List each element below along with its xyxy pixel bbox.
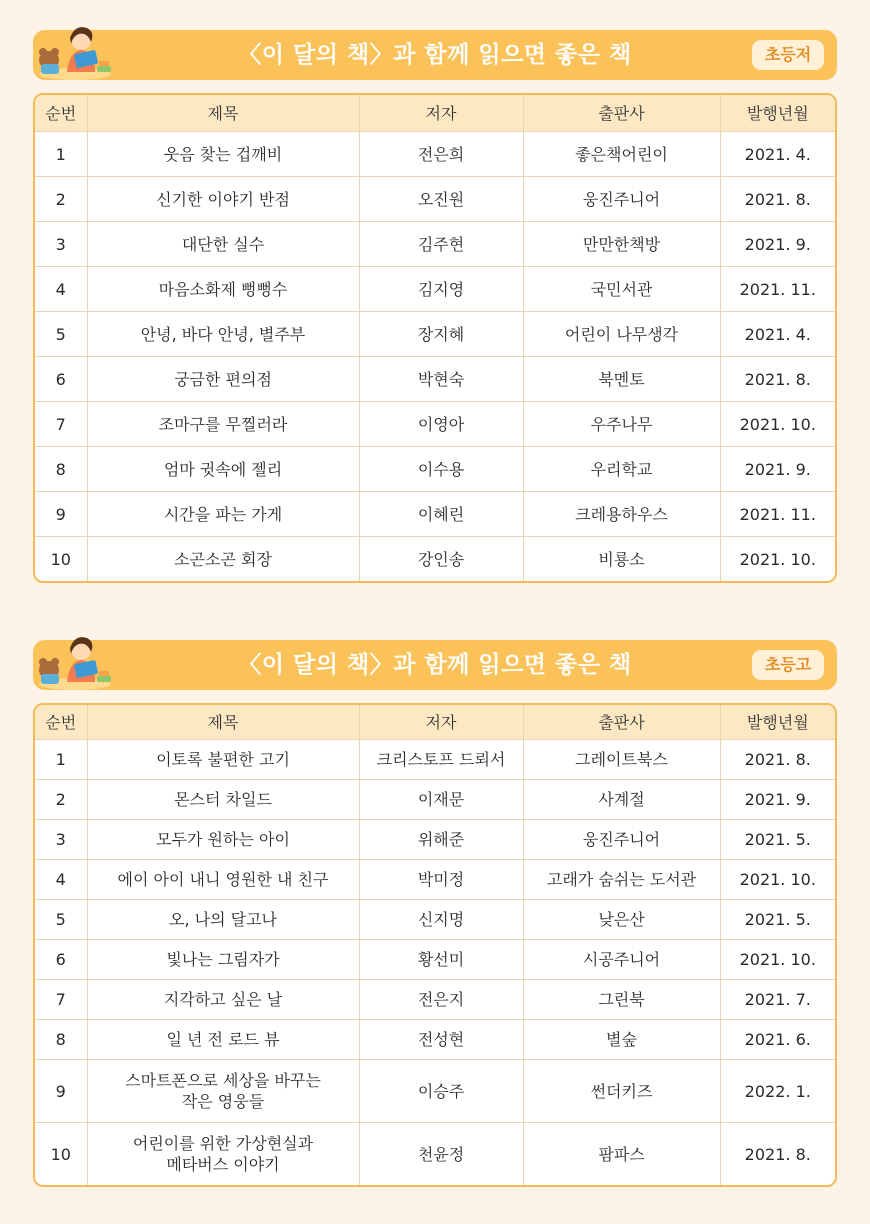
table-row <box>35 177 835 222</box>
cell-publisher: 어린이 나무생각 <box>523 312 720 357</box>
table-row <box>35 740 835 780</box>
cell-author: 김지영 <box>359 267 523 312</box>
cell-author: 김주현 <box>359 222 523 267</box>
cell-author: 천윤정 <box>359 1123 523 1186</box>
header-author: 저자 <box>359 705 523 740</box>
section-banner <box>33 640 837 690</box>
cell-date: 2021. 9. <box>720 447 835 492</box>
cell-publisher: 썬더키즈 <box>523 1060 720 1123</box>
section-banner <box>33 30 837 80</box>
cell-date: 2021. 8. <box>720 177 835 222</box>
cell-publisher: 별숲 <box>523 1020 720 1060</box>
cell-title: 에이 아이 내니 영원한 내 친구 <box>87 860 359 900</box>
table-row <box>35 820 835 860</box>
cell-number: 2 <box>35 177 87 222</box>
cell-author: 전은지 <box>359 980 523 1020</box>
cell-title: 모두가 원하는 아이 <box>87 820 359 860</box>
cell-number: 5 <box>35 312 87 357</box>
cell-number: 9 <box>35 492 87 537</box>
book-list-section-upper <box>33 640 837 1187</box>
cell-publisher: 사계절 <box>523 780 720 820</box>
cell-date: 2022. 1. <box>720 1060 835 1123</box>
cell-author: 강인송 <box>359 537 523 582</box>
cell-date: 2021. 6. <box>720 1020 835 1060</box>
cell-number: 9 <box>35 1060 87 1123</box>
cell-number: 3 <box>35 820 87 860</box>
section-title: 〈이 달의 책〉과 함께 읽으면 좋은 책 <box>238 652 632 678</box>
cell-date: 2021. 8. <box>744 1144 811 1164</box>
cell-number: 8 <box>35 447 87 492</box>
header-publisher: 출판사 <box>523 95 720 132</box>
cell-title: 일 년 전 로드 뷰 <box>87 1020 359 1060</box>
grade-badge: 초등저 <box>752 40 824 70</box>
table-row <box>35 222 835 267</box>
cell-author: 전은희 <box>359 132 523 177</box>
header-date: 발행년월 <box>720 95 835 132</box>
cell-title: 조마구를 무찔러라 <box>87 402 359 447</box>
section-title: 〈이 달의 책〉과 함께 읽으면 좋은 책 <box>238 42 632 68</box>
cell-number: 7 <box>35 980 87 1020</box>
cell-author: 이혜린 <box>359 492 523 537</box>
cell-author: 오진원 <box>359 177 523 222</box>
cell-title: 시간을 파는 가게 <box>87 492 359 537</box>
header-title: 제목 <box>87 95 359 132</box>
book-table <box>35 705 835 1185</box>
cell-author: 박미정 <box>359 860 523 900</box>
cell-date: 2021. 11. <box>720 267 835 312</box>
cell-number: 2 <box>35 780 87 820</box>
cell-publisher: 고래가 숨쉬는 도서관 <box>523 860 720 900</box>
cell-number: 3 <box>35 222 87 267</box>
table-row <box>35 357 835 402</box>
book-table-wrapper <box>33 93 837 583</box>
table-header-row <box>35 705 835 740</box>
header-number: 순번 <box>35 705 87 740</box>
cell-author: 박현숙 <box>359 357 523 402</box>
cell-number: 7 <box>35 402 87 447</box>
cell-number: 6 <box>35 940 87 980</box>
cell-number: 4 <box>35 860 87 900</box>
table-row <box>35 1123 835 1186</box>
cell-title: 신기한 이야기 반점 <box>87 177 359 222</box>
cell-date: 2021. 4. <box>720 132 835 177</box>
cell-publisher: 그린북 <box>523 980 720 1020</box>
table-row <box>35 1020 835 1060</box>
cell-publisher: 크레용하우스 <box>523 492 720 537</box>
header-date: 발행년월 <box>720 705 835 740</box>
cell-title: 오, 나의 달고나 <box>87 900 359 940</box>
table-row <box>35 780 835 820</box>
cell-number: 8 <box>35 1020 87 1060</box>
cell-date: 2021. 8. <box>720 357 835 402</box>
table-row <box>35 402 835 447</box>
cell-number: 5 <box>35 900 87 940</box>
cell-author: 위해준 <box>359 820 523 860</box>
cell-author: 이재문 <box>359 780 523 820</box>
table-row <box>35 860 835 900</box>
cell-date: 2021. 9. <box>720 222 835 267</box>
table-row <box>35 492 835 537</box>
cell-publisher: 북멘토 <box>523 357 720 402</box>
header-publisher: 출판사 <box>523 705 720 740</box>
cell-date: 2021. 5. <box>720 820 835 860</box>
cell-publisher: 만만한책방 <box>523 222 720 267</box>
table-row <box>35 132 835 177</box>
cell-date: 2021. 8. <box>720 740 835 780</box>
cell-date: 2021. 11. <box>720 492 835 537</box>
cell-date: 2021. 7. <box>720 980 835 1020</box>
cell-author: 크리스토프 드뢰서 <box>359 740 523 780</box>
cell-title: 스마트폰으로 세상을 바꾸는 작은 영웅들 <box>87 1060 359 1123</box>
table-row <box>35 940 835 980</box>
cell-number: 10 <box>35 537 87 582</box>
table-row <box>35 537 835 582</box>
cell-publisher: 팜파스 <box>523 1123 720 1186</box>
table-row <box>35 980 835 1020</box>
cell-publisher: 우주나무 <box>523 402 720 447</box>
cell-title: 웃음 찾는 겁깨비 <box>87 132 359 177</box>
table-row <box>35 447 835 492</box>
cell-number: 4 <box>35 267 87 312</box>
book-table-wrapper <box>33 703 837 1187</box>
cell-date: 2021. 5. <box>720 900 835 940</box>
cell-publisher: 좋은책어린이 <box>523 132 720 177</box>
cell-publisher: 낮은산 <box>523 900 720 940</box>
cell-title: 마음소화제 뻥뻥수 <box>87 267 359 312</box>
cell-author: 황선미 <box>359 940 523 980</box>
cell-date: 2021. 10. <box>720 860 835 900</box>
header-title: 제목 <box>87 705 359 740</box>
table-header-row <box>35 95 835 132</box>
table-body <box>35 132 835 582</box>
cell-title: 대단한 실수 <box>87 222 359 267</box>
cell-title: 이토록 불편한 고기 <box>87 740 359 780</box>
cell-title: 빛나는 그림자가 <box>87 940 359 980</box>
cell-date: 2021. 10. <box>720 402 835 447</box>
cell-publisher: 웅진주니어 <box>523 820 720 860</box>
grade-badge: 초등고 <box>752 650 824 680</box>
cell-title: 어린이를 위한 가상현실과 메타버스 이야기 <box>87 1123 359 1186</box>
table-row <box>35 267 835 312</box>
cell-number: 6 <box>35 357 87 402</box>
cell-author: 이승주 <box>359 1060 523 1123</box>
cell-title: 엄마 귓속에 젤리 <box>87 447 359 492</box>
cell-title: 몬스터 차일드 <box>87 780 359 820</box>
cell-publisher: 국민서관 <box>523 267 720 312</box>
table-row <box>35 1060 835 1123</box>
cell-date: 2021. 10. <box>739 549 816 569</box>
cell-author: 신지명 <box>359 900 523 940</box>
cell-date: 2021. 9. <box>720 780 835 820</box>
header-number: 순번 <box>35 95 87 132</box>
cell-number: 1 <box>35 740 87 780</box>
cell-publisher: 비룡소 <box>523 537 720 582</box>
cell-publisher: 웅진주니어 <box>523 177 720 222</box>
cell-title: 소곤소곤 회장 <box>87 537 359 582</box>
table-row <box>35 900 835 940</box>
cell-publisher: 우리학교 <box>523 447 720 492</box>
cell-number: 1 <box>35 132 87 177</box>
cell-title: 지각하고 싶은 날 <box>87 980 359 1020</box>
cell-author: 이수용 <box>359 447 523 492</box>
book-list-section-lower <box>33 30 837 583</box>
table-row <box>35 312 835 357</box>
header-author: 저자 <box>359 95 523 132</box>
book-table <box>35 95 835 581</box>
cell-author: 장지혜 <box>359 312 523 357</box>
cell-date: 2021. 10. <box>720 940 835 980</box>
cell-author: 이영아 <box>359 402 523 447</box>
cell-author: 전성현 <box>359 1020 523 1060</box>
cell-publisher: 시공주니어 <box>523 940 720 980</box>
table-body <box>35 740 835 1186</box>
cell-number: 10 <box>35 1123 87 1186</box>
cell-title: 안녕, 바다 안녕, 별주부 <box>87 312 359 357</box>
cell-title: 궁금한 편의점 <box>87 357 359 402</box>
cell-date: 2021. 4. <box>720 312 835 357</box>
cell-publisher: 그레이트북스 <box>523 740 720 780</box>
